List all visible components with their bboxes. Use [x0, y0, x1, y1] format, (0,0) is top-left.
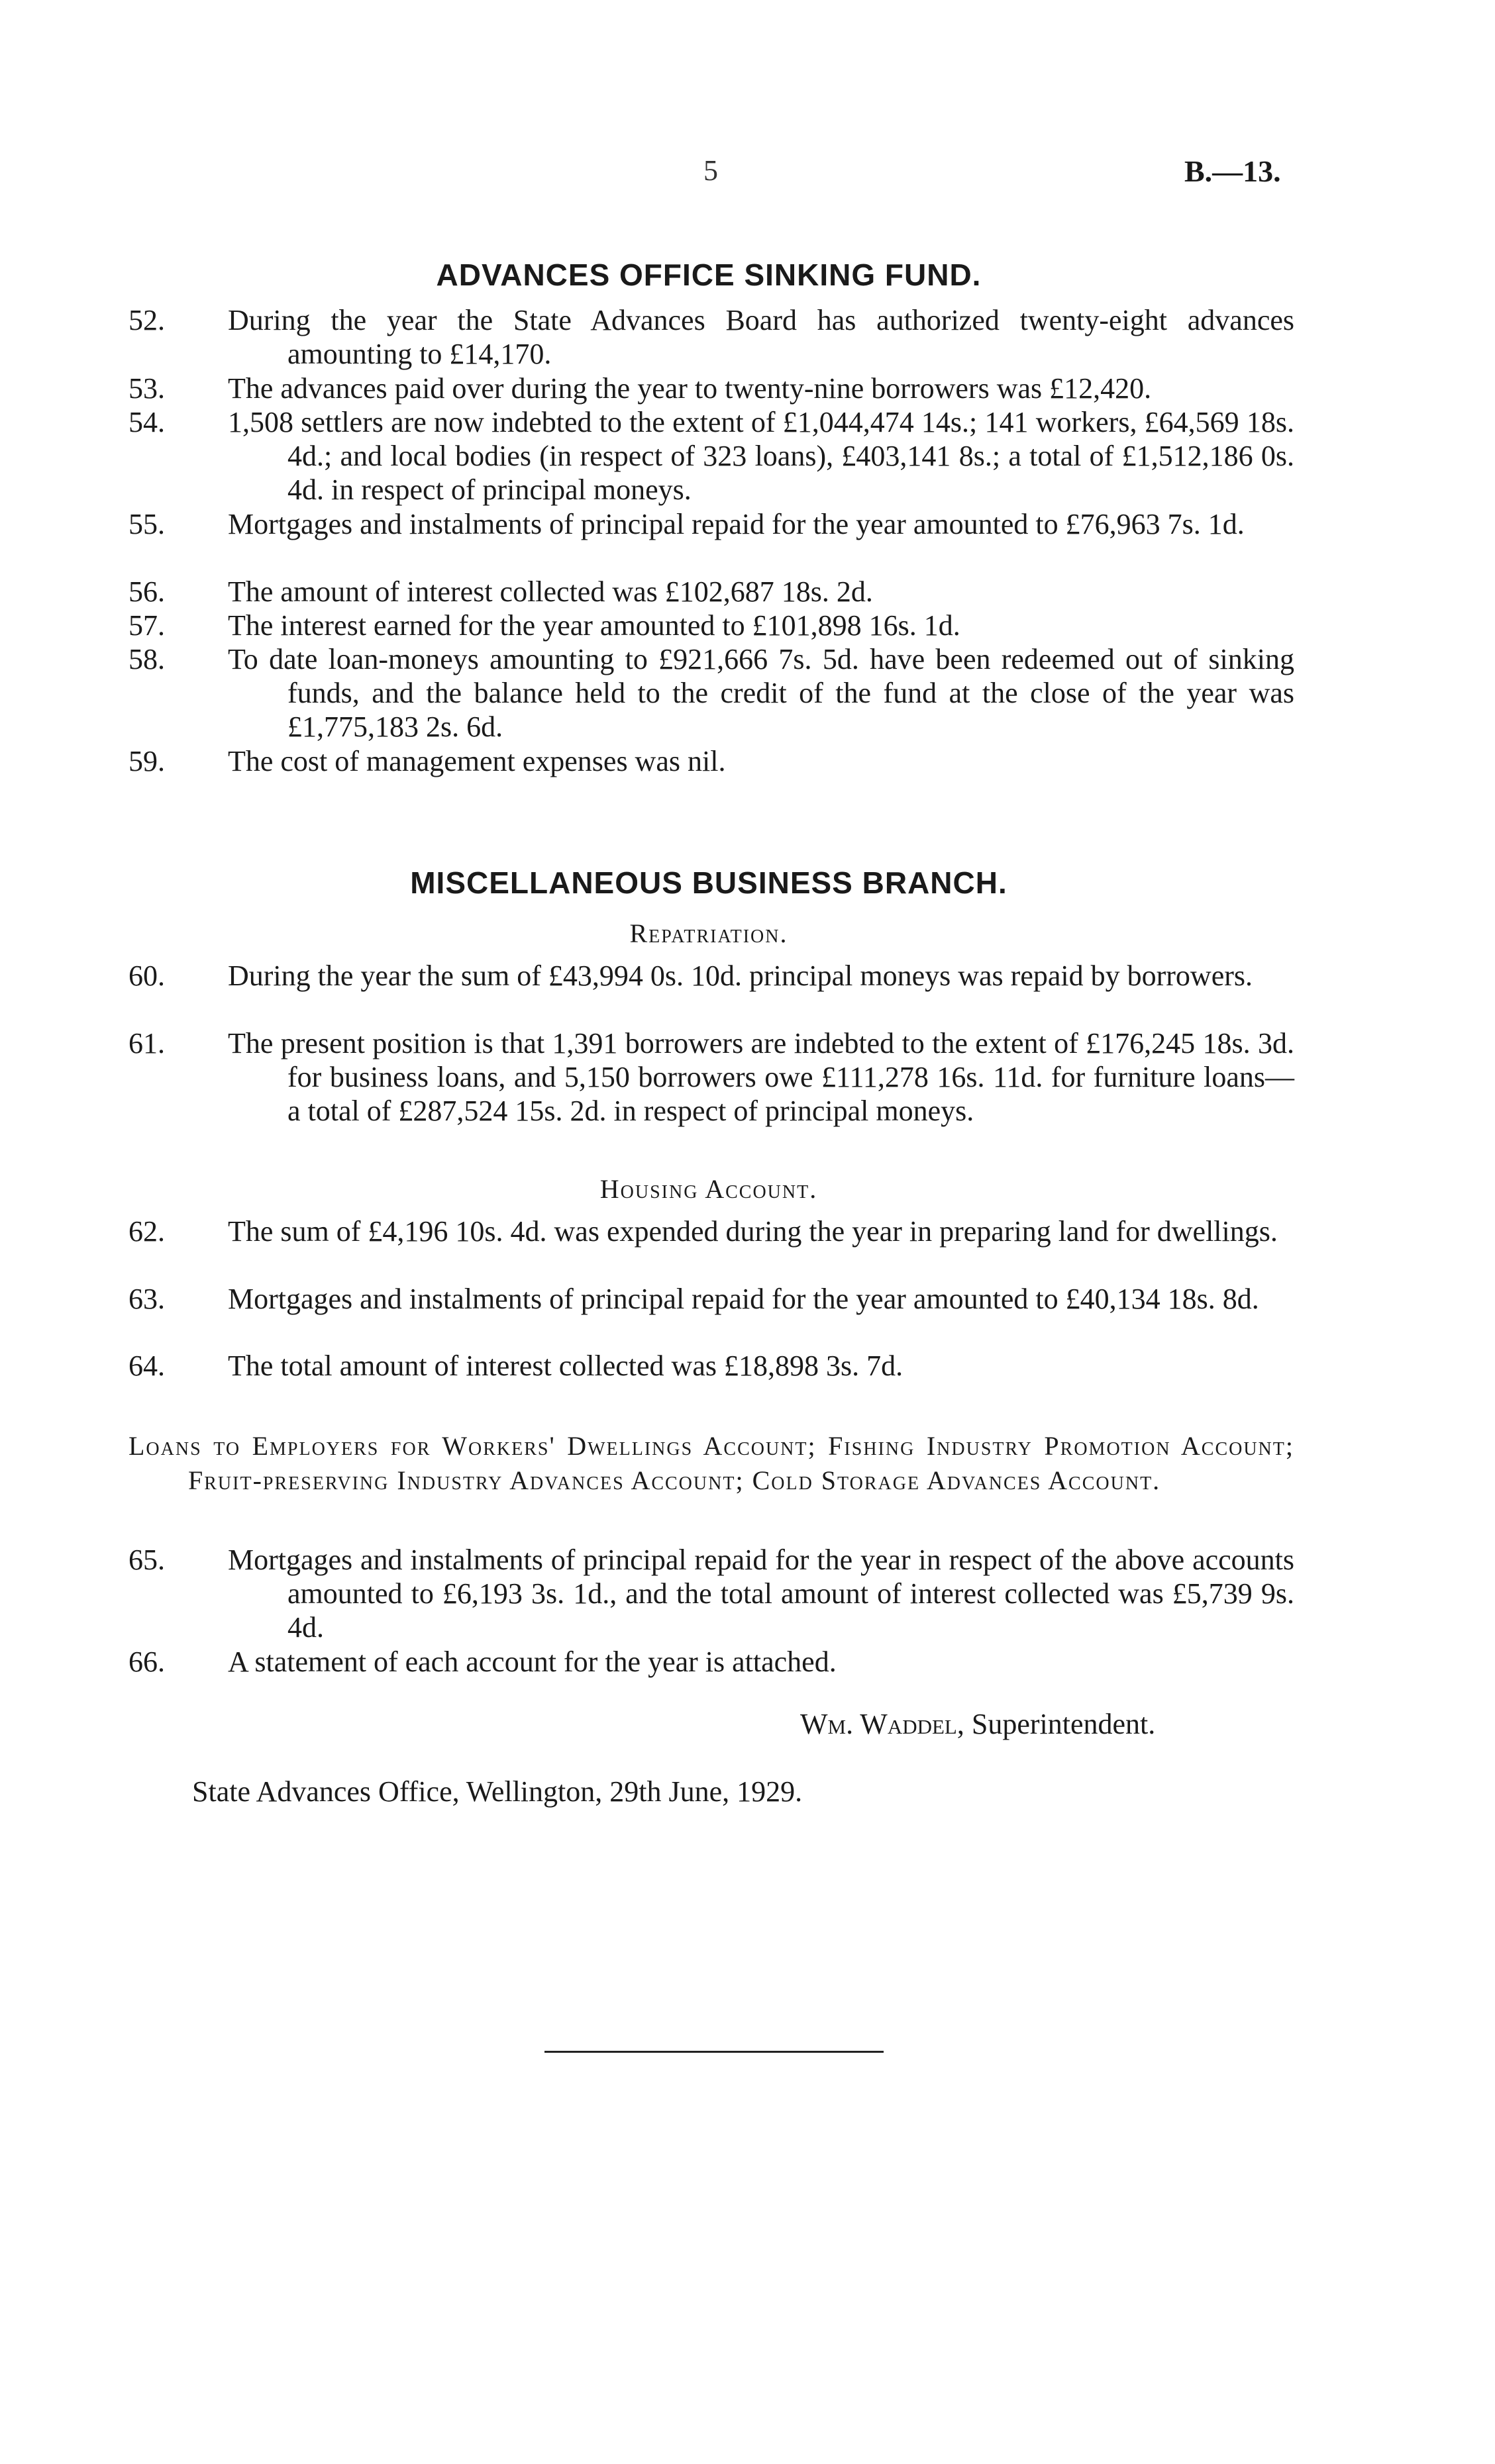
page-reference: B.—13. — [1184, 154, 1281, 188]
signature — [800, 1707, 1155, 1741]
paragraph-60 — [129, 959, 1294, 993]
paragraph-text: The interest earned for the year amounted to £101,898 16s. 1d. — [228, 609, 960, 642]
paragraph-number: 53. — [129, 372, 165, 405]
paragraph-62 — [129, 1214, 1294, 1248]
closing-rule — [544, 2051, 884, 2053]
paragraph-64 — [129, 1349, 1294, 1383]
paragraph-53 — [129, 371, 1294, 405]
paragraph-number: 55. — [129, 508, 165, 540]
paragraph-number: 58. — [129, 643, 165, 675]
paragraph-number: 54. — [129, 406, 165, 438]
paragraph-number: 56. — [129, 575, 165, 608]
paragraph-text: Mortgages and instalments of principal repaid for the year amounted to £40,134 18s. 8d. — [228, 1283, 1259, 1315]
paragraph-58 — [129, 642, 1294, 744]
paragraph-number: 52. — [129, 304, 165, 336]
paragraph-text: The sum of £4,196 10s. 4d. was expended during the year in preparing land for dwellings. — [228, 1215, 1278, 1248]
section-title-advances-office: ADVANCES OFFICE SINKING FUND. — [436, 258, 982, 292]
paragraph-number: 64. — [129, 1350, 165, 1382]
paragraph-number: 60. — [129, 960, 165, 992]
paragraph-65 — [129, 1543, 1294, 1644]
paragraph-text: The advances paid over during the year to twenty-nine borrowers was £12,420. — [228, 372, 1152, 405]
signatory-name: Wm. Waddel — [800, 1708, 957, 1740]
section-title-miscellaneous: MISCELLANEOUS BUSINESS BRANCH. — [410, 865, 1007, 900]
paragraph-text: The total amount of interest collected was £18,898 3s. 7d. — [228, 1350, 903, 1382]
paragraph-59 — [129, 744, 1294, 778]
paragraph-text: 1,508 settlers are now indebted to the extent of £1,044,474 14s.; 141 workers, £64,569 18s. 4d.; and local bodies (in respect of 323 loans), £403,141 8s.; a total of £1,512,186 0s. 4d. in respect of principal moneys. — [228, 406, 1294, 506]
paragraph-text: Mortgages and instalments of principal repaid for the year in respect of the above accounts amounted to £6,193 3s. 1d., and the total amount of interest collected was £5,739 9s. 4d. — [228, 1544, 1294, 1644]
paragraph-text: The amount of interest collected was £102,687 18s. 2d. — [228, 575, 873, 608]
subsection-title-housing: Housing Account. — [599, 1174, 818, 1204]
paragraph-number: 66. — [129, 1646, 165, 1678]
paragraph-56 — [129, 575, 1294, 609]
signatory-title: , Superintendent. — [956, 1708, 1156, 1740]
paragraph-text: The present position is that 1,391 borrowers are indebted to the extent of £176,245 18s. 3d. for business loans, and 5,150 borrowers owe £111,278 16s. 11d. for furniture loans—a total of £287,524 15s. 2d. in respect of principal moneys. — [228, 1027, 1294, 1127]
paragraph-57 — [129, 609, 1294, 642]
paragraph-54 — [129, 405, 1294, 507]
paragraph-number: 57. — [129, 609, 165, 642]
paragraph-text: A statement of each account for the year is attached. — [228, 1646, 837, 1678]
paragraph-66 — [129, 1645, 1294, 1679]
paragraph-number: 65. — [129, 1544, 165, 1576]
paragraph-number: 61. — [129, 1027, 165, 1060]
dateline: State Advances Office, Wellington, 29th June, 1929. — [192, 1775, 803, 1808]
page-number: 5 — [703, 154, 718, 187]
subsection-title-loans: Loans to Employers for Workers' Dwellings Account; Fishing Industry Promotion Account; Fruit-preserving Industry Advances Account; Cold Storage Advances Account. — [129, 1431, 1294, 1495]
paragraph-text: Mortgages and instalments of principal repaid for the year amounted to £76,963 7s. 1d. — [228, 508, 1245, 540]
paragraph-text: To date loan-moneys amounting to £921,666 7s. 5d. have been redeemed out of sinking funds, and the balance held to the credit of the fund at the close of the year was £1,775,183 2s. 6d. — [228, 643, 1294, 743]
paragraph-text: During the year the State Advances Board has authorized twenty-eight advances amounting to £14,170. — [228, 304, 1294, 370]
paragraph-number: 63. — [129, 1283, 165, 1315]
paragraph-text: The cost of management expenses was nil. — [228, 745, 726, 777]
subsection-title-repatriation: Repatriation. — [629, 918, 788, 948]
paragraph-63 — [129, 1282, 1294, 1316]
paragraph-text: During the year the sum of £43,994 0s. 10d. principal moneys was repaid by borrowers. — [228, 960, 1253, 992]
paragraph-52 — [129, 303, 1294, 371]
paragraph-55 — [129, 507, 1294, 541]
paragraph-61 — [129, 1026, 1294, 1128]
paragraph-number: 59. — [129, 745, 165, 777]
paragraph-number: 62. — [129, 1215, 165, 1248]
